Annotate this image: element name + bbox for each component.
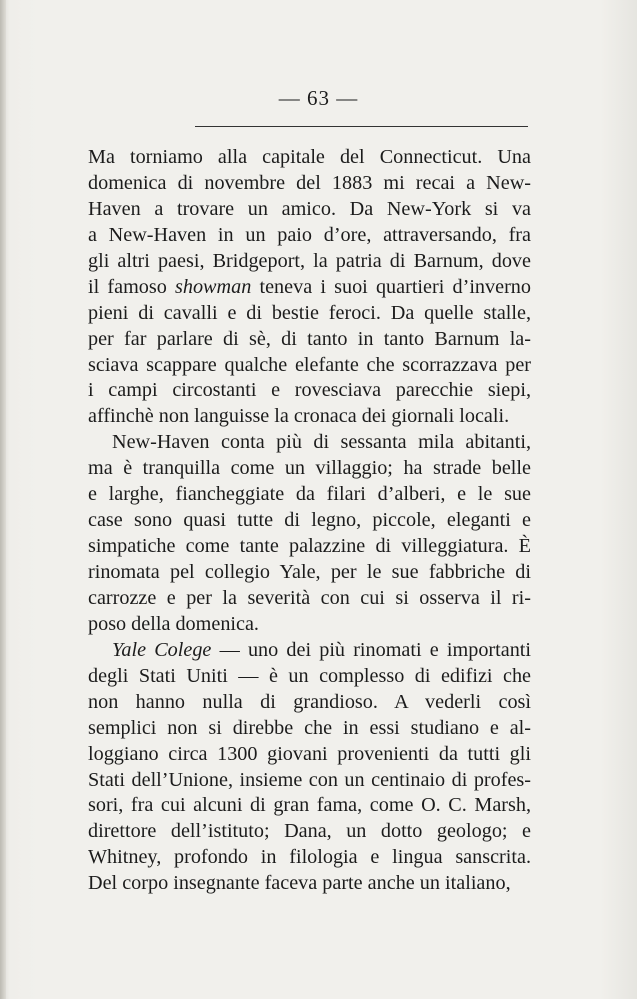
italic-text: Yale Colege bbox=[112, 638, 212, 661]
text-line: Ma torniamo alla capitale del Connecticut. Una bbox=[88, 146, 531, 168]
page-binding-edge bbox=[0, 0, 6, 999]
text-segment: il famoso bbox=[88, 275, 176, 298]
header-rule bbox=[195, 126, 528, 127]
text-line bbox=[88, 638, 531, 664]
text-segment: — uno dei più rinomati e importanti bbox=[211, 638, 532, 661]
text-segment: teneva i suoi quartieri d’inverno bbox=[251, 275, 531, 298]
text-line: gli altri paesi, Bridgeport, la patria di Barnum, dove bbox=[88, 249, 531, 272]
text-line: domenica di novembre del 1883 mi recai a New- bbox=[88, 171, 531, 194]
text-line: direttore dell’istituto; Dana, un dotto geologo; e bbox=[88, 820, 531, 843]
text-line: a New-Haven in un paio d’ore, attraversando, fra bbox=[88, 223, 531, 246]
text-line: pieni di cavalli e di bestie feroci. Da quelle stalle, bbox=[88, 301, 531, 324]
paragraph bbox=[88, 638, 531, 897]
paragraph bbox=[88, 430, 531, 638]
text-line: sori, fra cui alcuni di gran fama, come O. C. Marsh, bbox=[88, 794, 531, 817]
text-line: sciava scappare qualche elefante che scorrazzava per bbox=[88, 353, 531, 376]
text-line: i campi circostanti e rovesciava parecchie siepi, bbox=[88, 379, 531, 402]
text-line: degli Stati Uniti — è un complesso di edifizi che bbox=[88, 664, 531, 687]
text-line: case sono quasi tutte di legno, piccole, eleganti e bbox=[88, 509, 531, 532]
text-line: simpatiche come tante palazzine di villeggiatura. È bbox=[88, 535, 531, 558]
text-line: affinchè non languisse la cronaca dei giornali locali. bbox=[88, 405, 510, 428]
text-line: carrozze e per la severità con cui si osserva il ri- bbox=[88, 586, 531, 609]
text-line: semplici non si direbbe che in essi studiano e al- bbox=[88, 716, 531, 739]
text-line: loggiano circa 1300 giovani provenienti da tutti gli bbox=[88, 742, 531, 765]
paragraph bbox=[88, 145, 531, 430]
text-line: poso della domenica. bbox=[88, 612, 259, 635]
text-line: per far parlare di sè, di tanto in tanto Barnum la- bbox=[88, 327, 531, 350]
text-line: non hanno nulla di grandioso. A vederli così bbox=[88, 690, 531, 713]
text-line: Del corpo insegnante faceva parte anche un italiano, bbox=[88, 872, 511, 895]
body-text bbox=[88, 145, 531, 897]
text-line: rinomata pel collegio Yale, per le sue fabbriche di bbox=[88, 561, 531, 583]
text-line: ma è tranquilla come un villaggio; ha strade belle bbox=[88, 457, 531, 480]
text-line bbox=[88, 275, 531, 301]
text-line: e larghe, fiancheggiate da filari d’alberi, e le sue bbox=[88, 483, 531, 506]
text-line: New-Haven conta più di sessanta mila abitanti, bbox=[112, 431, 531, 454]
text-line: Whitney, profondo in filologia e lingua sanscrita. bbox=[88, 846, 531, 869]
text-line: Stati dell’Unione, insieme con un centinaio di profes- bbox=[88, 768, 531, 791]
text-line: Haven a trovare un amico. Da New-York si va bbox=[88, 197, 531, 220]
italic-text: showman bbox=[175, 275, 252, 298]
page-number: — 63 — bbox=[278, 86, 359, 110]
